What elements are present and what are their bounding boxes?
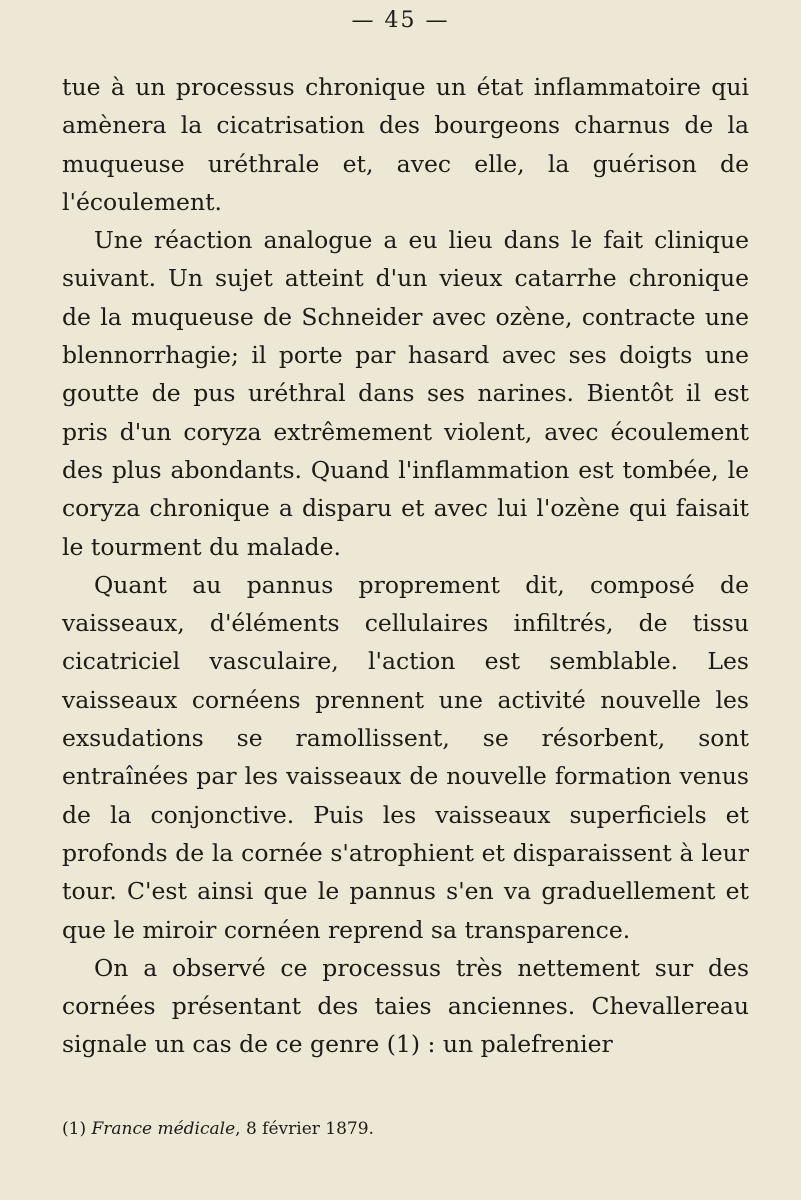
paragraph-clinical-case: Une réaction analogue a eu lieu dans le fait clinique suivant. Un sujet atteint d'un vieux catarrhe chronique de la muqueuse de Schneider avec ozène, contracte une blennorrhagie; il porte par hasard avec ses doigts une goutte de pus uréthral dans ses narines. Bientôt il est pris d'un coryza extrêmement violent, avec écoulement des plus abondants. Quand l'inflammation est tombée, le coryza chronique a disparu et avec lui l'ozène qui faisait le tourment du malade.: [62, 226, 749, 561]
page-number: — 45 —: [351, 8, 450, 33]
paragraph-continuation: tue à un processus chronique un état inflammatoire qui amènera la cicatrisation des bourgeons charnus de la muqueuse uréthrale et, avec elle, la guérison de l'écoulement.: [62, 73, 749, 216]
footnote-source: France médicale: [91, 1119, 236, 1139]
footnote: [62, 1118, 374, 1140]
footnote-date: , 8 février 1879.: [235, 1119, 374, 1139]
paragraph-pannus: Quant au pannus proprement dit, composé de vaisseaux, d'éléments cellulaires infiltrés, de tissu cicatriciel vasculaire, l'action est semblable. Les vaisseaux cornéens prennent une activité nouvelle les exsudations se ramollissent, se résorbent, sont entraînées par les vaisseaux de nouvelle formation venus de la conjonctive. Puis les vaisseaux superficiels et profonds de la cornée s'atrophient et disparaissent à leur tour. C'est ainsi que le pannus s'en va graduellement et que le miroir cornéen reprend sa transparence.: [62, 570, 749, 944]
paragraph-observation: On a observé ce processus très nettement sur des cornées présentant des taies anciennes. Chevallereau signale un cas de ce genre (1) : un palefrenier: [62, 953, 749, 1059]
footnote-marker: (1): [62, 1119, 87, 1139]
